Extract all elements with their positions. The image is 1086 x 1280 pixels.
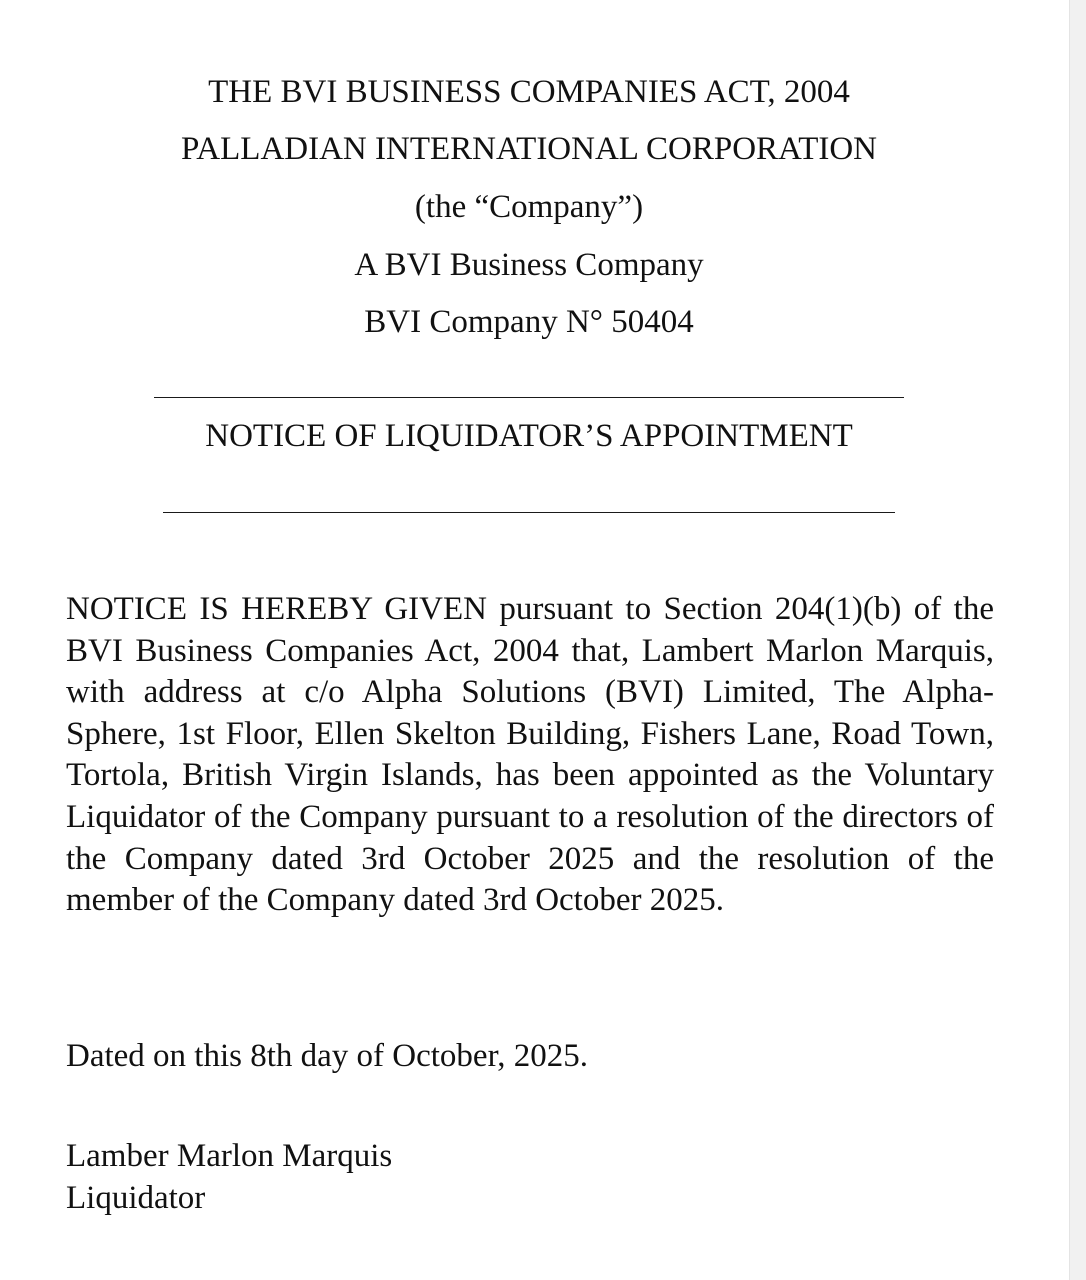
top-divider xyxy=(154,397,904,398)
company-name: PALLADIAN INTERNATIONAL CORPORATION xyxy=(180,131,878,167)
bottom-divider xyxy=(163,512,895,513)
company-alias: (the “Company”) xyxy=(414,189,644,225)
company-type: A BVI Business Company xyxy=(354,247,704,283)
notice-paragraph: NOTICE IS HEREBY GIVEN pursuant to Section 204(1)(b) of the BVI Business Companies Act, 2004 that, Lambert Marlon Marquis, with address at c/o Alpha Solutions (BVI) Limited, The Alpha-Sphere, 1st Floor, Ellen Skelton Building, Fishers Lane, Road Town, Tortola, British Virgin Islands, has been appointed as the Voluntary Liquidator of the Company pursuant to a resolution of the directors of the Company dated 3rd October 2025 and the resolution of the member of the Company dated 3rd October 2025. xyxy=(66,591,994,919)
signatory-name: Lamber Marlon Marquis xyxy=(66,1138,393,1174)
signatory-title: Liquidator xyxy=(66,1180,206,1216)
act-title: THE BVI BUSINESS COMPANIES ACT, 2004 xyxy=(208,74,850,110)
dated-line: Dated on this 8th day of October, 2025. xyxy=(66,1038,588,1074)
scrollbar[interactable] xyxy=(1069,0,1086,1280)
notice-title: NOTICE OF LIQUIDATOR’S APPOINTMENT xyxy=(205,418,853,454)
company-number: BVI Company N° 50404 xyxy=(364,304,694,340)
